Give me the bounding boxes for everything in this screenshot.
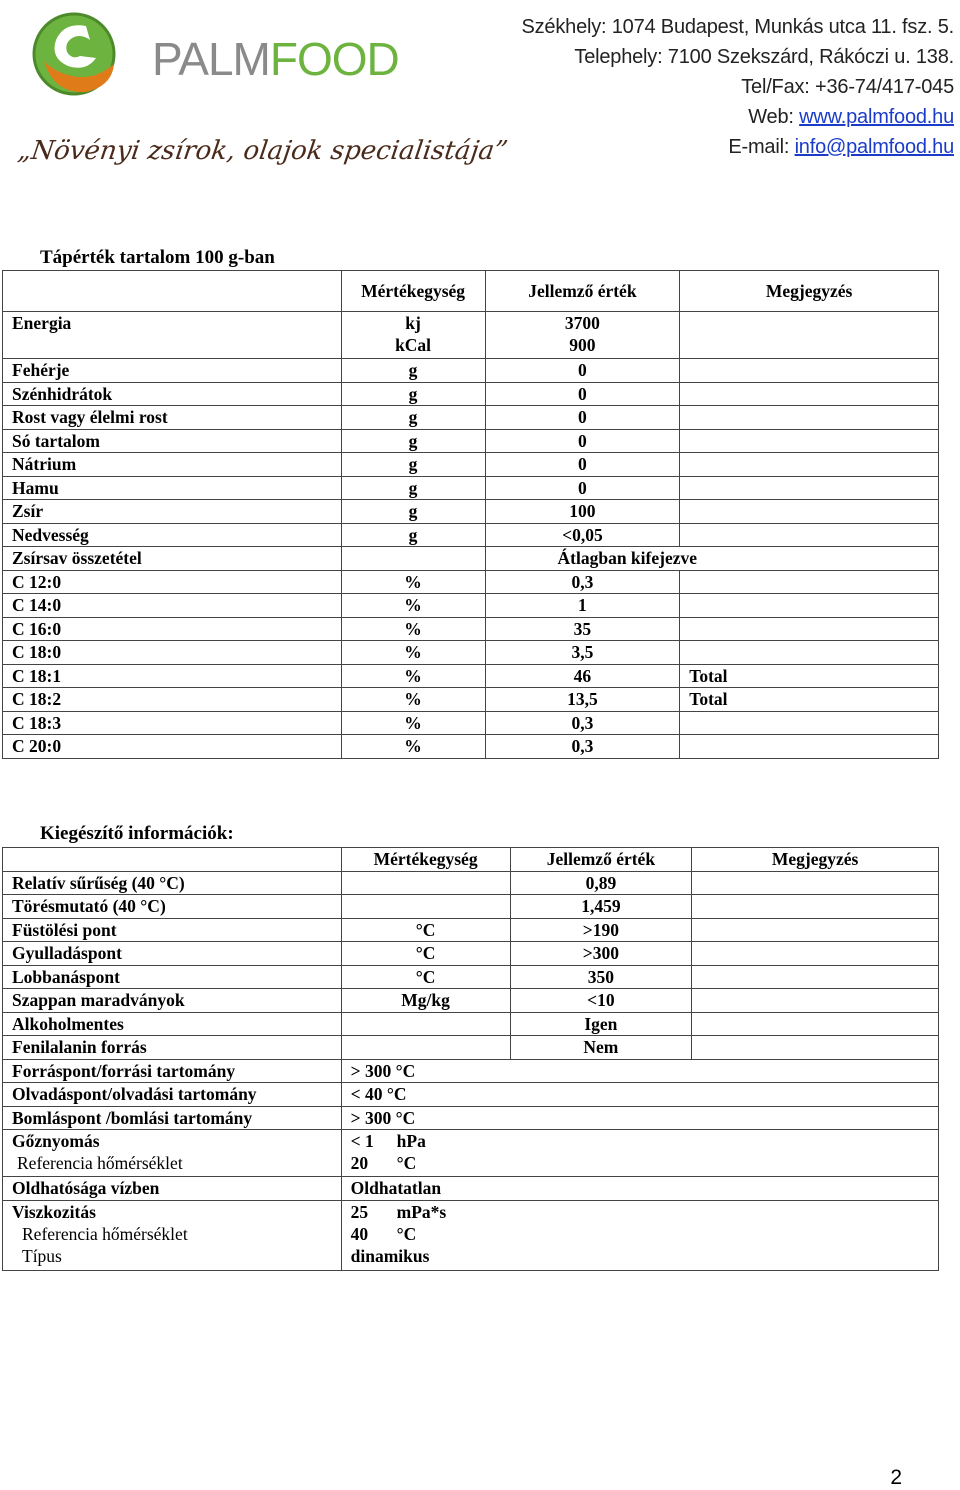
table-row — [3, 500, 939, 524]
viscosity-value: 25 — [350, 1201, 369, 1222]
header-empty-cell — [3, 848, 342, 872]
vapor-label: Gőznyomás — [12, 1131, 100, 1151]
vapor-temp-value: 20 — [350, 1153, 369, 1173]
email-line — [521, 132, 954, 162]
table-row — [3, 664, 939, 688]
row-label: C 14:0 — [3, 594, 342, 618]
viscosity-label-cell — [3, 1200, 342, 1270]
row-value: 1 — [485, 594, 680, 618]
row-label: Szénhidrátok — [3, 382, 342, 406]
row-unit: g — [341, 476, 485, 500]
row-value: 0 — [485, 453, 680, 477]
row-unit: % — [341, 664, 485, 688]
row-label: Rost vagy élelmi rost — [3, 406, 342, 430]
fatty-acid-unit-empty — [341, 547, 485, 571]
nutrition-table — [2, 270, 939, 759]
table-row — [3, 688, 939, 712]
row-label: Lobbanáspont — [3, 965, 342, 989]
row-label: C 16:0 — [3, 617, 342, 641]
table-row-energy — [3, 312, 939, 359]
table-row — [3, 359, 939, 383]
row-label: Alkoholmentes — [3, 1012, 342, 1036]
row-unit: % — [341, 617, 485, 641]
table-row — [3, 989, 939, 1013]
row-unit: g — [341, 382, 485, 406]
row-label: Hamu — [3, 476, 342, 500]
row-value: 13,5 — [485, 688, 680, 712]
table-row — [3, 918, 939, 942]
row-label: Törésmutató (40 °C) — [3, 895, 342, 919]
row-label: Bomláspont /bomlási tartomány — [3, 1106, 342, 1130]
row-note — [680, 594, 939, 618]
row-value: 3,5 — [485, 641, 680, 665]
row-unit: Mg/kg — [341, 989, 510, 1013]
row-value: 0 — [485, 406, 680, 430]
row-note — [680, 359, 939, 383]
row-note: Total — [680, 688, 939, 712]
table-row — [3, 617, 939, 641]
table-row — [3, 942, 939, 966]
row-label: Só tartalom — [3, 429, 342, 453]
row-unit — [341, 871, 510, 895]
row-unit: g — [341, 453, 485, 477]
brand-part-palm: PALM — [152, 33, 270, 85]
row-label: C 18:3 — [3, 711, 342, 735]
row-unit: g — [341, 523, 485, 547]
row-note — [692, 895, 939, 919]
row-unit — [341, 895, 510, 919]
row-label: Nedvesség — [3, 523, 342, 547]
telfax: Tel/Fax: +36-74/417-045 — [741, 76, 954, 98]
letterhead — [0, 0, 960, 190]
row-label: C 20:0 — [3, 735, 342, 759]
row-unit: g — [341, 500, 485, 524]
row-value: 100 — [485, 500, 680, 524]
row-note — [680, 476, 939, 500]
row-label: C 18:2 — [3, 688, 342, 712]
vapor-unit: hPa — [396, 1131, 426, 1151]
viscosity-values — [341, 1200, 938, 1270]
table-row — [3, 382, 939, 406]
address-site: Telephely: 7100 Szekszárd, Rákóczi u. 138. — [574, 46, 954, 68]
nutrition-title: Tápérték tartalom 100 g-ban — [40, 247, 275, 268]
row-unit — [341, 1036, 510, 1060]
row-label: Nátrium — [3, 453, 342, 477]
row-label: Oldhatósága vízben — [3, 1177, 342, 1201]
energy-values — [485, 312, 680, 359]
row-label: Olvadáspont/olvadási tartomány — [3, 1083, 342, 1107]
row-label: Fehérje — [3, 359, 342, 383]
row-unit: g — [341, 429, 485, 453]
row-label: Zsír — [3, 500, 342, 524]
row-note — [680, 500, 939, 524]
table-row — [3, 641, 939, 665]
table-row — [3, 1012, 939, 1036]
row-value: >300 — [510, 942, 692, 966]
row-note — [680, 523, 939, 547]
vapor-values — [341, 1130, 938, 1177]
row-note — [680, 641, 939, 665]
row-value: 1,459 — [510, 895, 692, 919]
energy-label: Energia — [3, 312, 342, 359]
email-label: E-mail: — [728, 136, 795, 158]
viscosity-label: Viszkozitás — [12, 1201, 96, 1222]
row-unit: % — [341, 688, 485, 712]
row-unit: °C — [341, 918, 510, 942]
row-unit: g — [341, 359, 485, 383]
viscosity-temp-line — [351, 1223, 938, 1245]
row-value: Nem — [510, 1036, 692, 1060]
extra-info-title: Kiegészítő információk: — [40, 823, 234, 844]
header-note: Megjegyzés — [692, 848, 939, 872]
header-value: Jellemző érték — [485, 271, 680, 312]
viscosity-type: dinamikus — [350, 1245, 430, 1266]
vapor-value: < 1 — [350, 1131, 374, 1151]
table-row — [3, 735, 939, 759]
row-label: Forráspont/forrási tartomány — [3, 1059, 342, 1083]
table-row — [3, 1036, 939, 1060]
fatty-acid-label: Zsírsav összetétel — [3, 547, 342, 571]
row-unit: % — [341, 711, 485, 735]
energy-unit-kj: kj — [405, 313, 421, 333]
row-note — [692, 965, 939, 989]
row-note — [692, 871, 939, 895]
row-value: 0 — [485, 382, 680, 406]
energy-units — [341, 312, 485, 359]
table-row-viscosity — [3, 1200, 939, 1270]
extra-info-table — [2, 847, 939, 1271]
vapor-label-cell — [3, 1130, 342, 1177]
viscosity-temp-value: 40 — [350, 1223, 369, 1244]
table-row — [3, 711, 939, 735]
row-value: 0,3 — [485, 711, 680, 735]
table-row-wide — [3, 1059, 939, 1083]
brand-part-food: FOOD — [269, 33, 399, 85]
row-label: Szappan maradványok — [3, 989, 342, 1013]
web-label: Web: — [748, 106, 800, 128]
row-note — [680, 570, 939, 594]
row-value: 0 — [485, 359, 680, 383]
row-label: Füstölési pont — [3, 918, 342, 942]
brand-name — [152, 32, 399, 86]
row-value: 46 — [485, 664, 680, 688]
row-value: > 300 °C — [341, 1059, 938, 1083]
header-unit: Mértékegység — [341, 271, 485, 312]
row-value: 0,89 — [510, 871, 692, 895]
row-note — [680, 453, 939, 477]
row-unit: °C — [341, 965, 510, 989]
energy-note — [680, 312, 939, 359]
table-header-row — [3, 848, 939, 872]
row-value: 0,3 — [485, 570, 680, 594]
row-label: Fenilalanin forrás — [3, 1036, 342, 1060]
vapor-pressure-line — [351, 1130, 938, 1152]
fatty-acid-note: Átlagban kifejezve — [485, 547, 938, 571]
table-row — [3, 453, 939, 477]
email-link[interactable]: info@palmfood.hu — [794, 136, 954, 158]
table-row-wide — [3, 1177, 939, 1201]
viscosity-unit: mPa*s — [396, 1201, 447, 1222]
header-note: Megjegyzés — [680, 271, 939, 312]
row-value: <0,05 — [485, 523, 680, 547]
row-note — [692, 942, 939, 966]
row-label: Relatív sűrűség (40 °C) — [3, 871, 342, 895]
row-note — [680, 711, 939, 735]
row-note — [680, 429, 939, 453]
row-unit: % — [341, 570, 485, 594]
row-value: 35 — [485, 617, 680, 641]
row-value: 350 — [510, 965, 692, 989]
row-label: Gyulladáspont — [3, 942, 342, 966]
row-value: >190 — [510, 918, 692, 942]
table-row-vapor-pressure — [3, 1130, 939, 1177]
table-row — [3, 895, 939, 919]
table-row — [3, 594, 939, 618]
table-row — [3, 523, 939, 547]
row-value: 0,3 — [485, 735, 680, 759]
table-row — [3, 965, 939, 989]
row-note — [680, 382, 939, 406]
viscosity-sub-label-type: Típus — [22, 1245, 62, 1266]
row-value: 0 — [485, 476, 680, 500]
row-note — [692, 1012, 939, 1036]
web-line — [521, 102, 954, 132]
table-row-wide — [3, 1083, 939, 1107]
energy-unit-kcal: kCal — [395, 335, 432, 355]
row-unit: g — [341, 406, 485, 430]
row-label: C 12:0 — [3, 570, 342, 594]
page-number: 2 — [890, 1466, 902, 1489]
table-row — [3, 570, 939, 594]
row-unit: % — [341, 594, 485, 618]
table-row — [3, 476, 939, 500]
row-value: Oldhatatlan — [341, 1177, 938, 1201]
vapor-sub-label: Referencia hőmérséklet — [17, 1153, 183, 1173]
table-row-fatty-acids — [3, 547, 939, 571]
address-hq: Székhely: 1074 Budapest, Munkás utca 11. fsz. 5. — [521, 16, 954, 38]
header-value: Jellemző érték — [510, 848, 692, 872]
web-link[interactable]: www.palmfood.hu — [799, 106, 954, 128]
row-unit: % — [341, 735, 485, 759]
row-value: 0 — [485, 429, 680, 453]
row-unit: °C — [341, 942, 510, 966]
logo-mark-icon — [24, 6, 124, 106]
row-note — [692, 918, 939, 942]
row-note — [680, 735, 939, 759]
vapor-temp-unit: °C — [396, 1153, 417, 1173]
row-label: C 18:0 — [3, 641, 342, 665]
row-note — [680, 406, 939, 430]
row-note — [680, 617, 939, 641]
row-note: Total — [680, 664, 939, 688]
row-value: <10 — [510, 989, 692, 1013]
table-header-row — [3, 271, 939, 312]
viscosity-temp-unit: °C — [396, 1223, 417, 1244]
row-value: < 40 °C — [341, 1083, 938, 1107]
slogan: „Növényi zsírok, olajok specialistája” — [15, 136, 510, 166]
row-value: Igen — [510, 1012, 692, 1036]
row-note — [692, 1036, 939, 1060]
energy-value-kcal: 900 — [569, 335, 596, 355]
row-unit: % — [341, 641, 485, 665]
row-value: > 300 °C — [341, 1106, 938, 1130]
vapor-temp-line — [351, 1152, 938, 1174]
row-note — [692, 989, 939, 1013]
table-row — [3, 406, 939, 430]
energy-value-kj: 3700 — [564, 313, 600, 333]
table-row-wide — [3, 1106, 939, 1130]
header-unit: Mértékegység — [341, 848, 510, 872]
viscosity-value-line — [351, 1201, 938, 1223]
row-unit — [341, 1012, 510, 1036]
table-row — [3, 429, 939, 453]
header-empty-cell — [3, 271, 342, 312]
table-row — [3, 871, 939, 895]
row-label: C 18:1 — [3, 664, 342, 688]
viscosity-sub-label-temp: Referencia hőmérséklet — [22, 1223, 188, 1244]
contact-block — [521, 12, 954, 162]
palmfood-logo — [24, 6, 399, 106]
